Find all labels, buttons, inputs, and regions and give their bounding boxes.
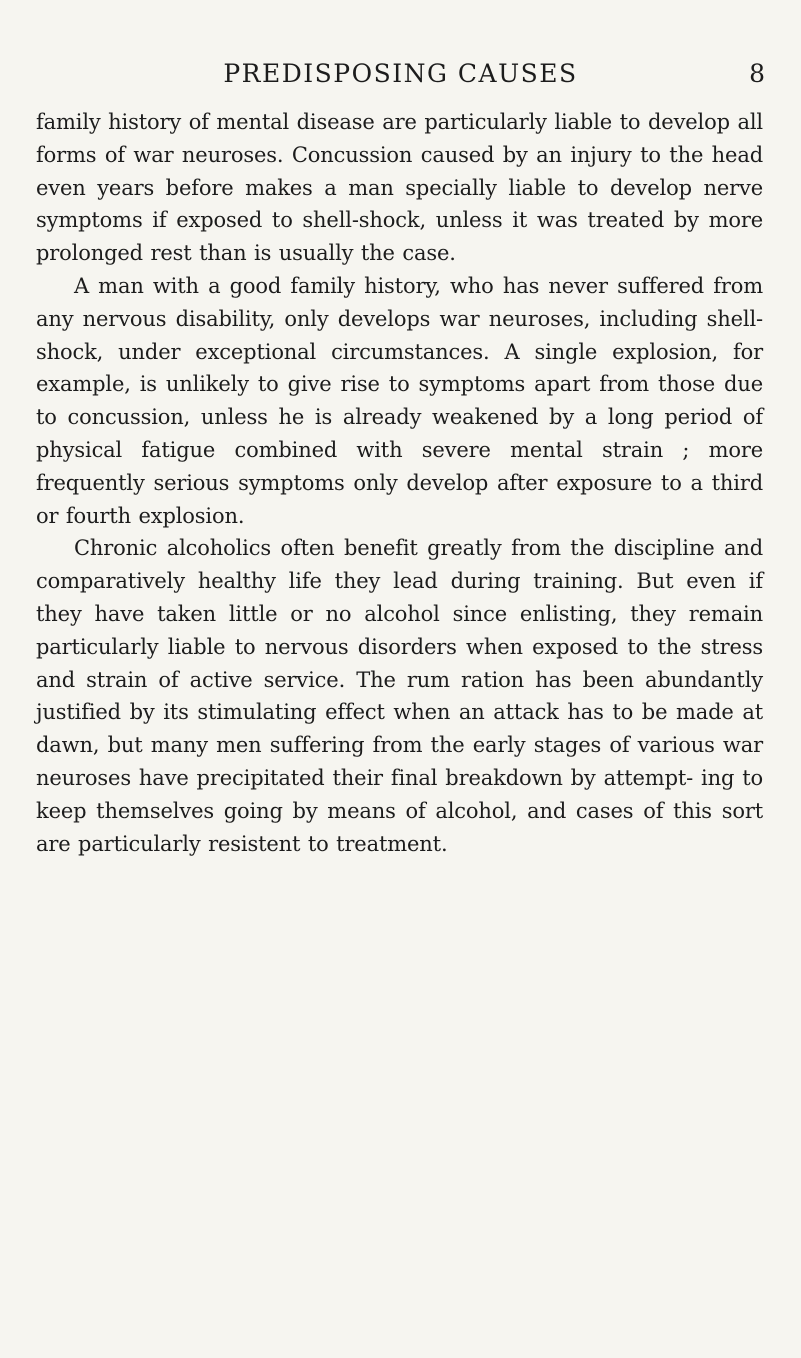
- paragraph-alcoholics: Chronic alcoholics often benefit greatly from the discipline and comparatively healthy life they lead during training. But even if they have taken little or no alcohol since enlisting, they remain particularly liable to nervous disorders when exposed to the stress and strain of active service. The rum ration has been abundantly justified by its stimulating effect when an attack has to be made at dawn, but many men suffering from the early stages of various war neuroses have precipitated their final breakdown by attempt- ing to keep themselves going by means of alcohol, and cases of this sort are particularly resistent to treatment.: [36, 536, 763, 856]
- body-text: [36, 106, 763, 860]
- paragraph-continued: family history of mental disease are particularly liable to develop all forms of war neuroses. Concussion caused by an injury to the head even years before makes a man specially liable to develop nerve symptoms if exposed to shell-shock, unless it was treated by more prolonged rest than is usually the case.: [36, 110, 763, 266]
- running-head: [36, 56, 765, 92]
- page-number: 8: [749, 59, 765, 88]
- paragraph-family-history: A man with a good family history, who has never suffered from any nervous disability, only develops war neuroses, including shell-shock, under exceptional circumstances. A single explosion, for example, is unlikely to give rise to symptoms apart from those due to concussion, unless he is already weakened by a long period of physical fatigue combined with severe mental strain ; more frequently serious symptoms only develop after exposure to a third or fourth explosion.: [36, 273, 763, 528]
- running-title: PREDISPOSING CAUSES: [223, 59, 578, 88]
